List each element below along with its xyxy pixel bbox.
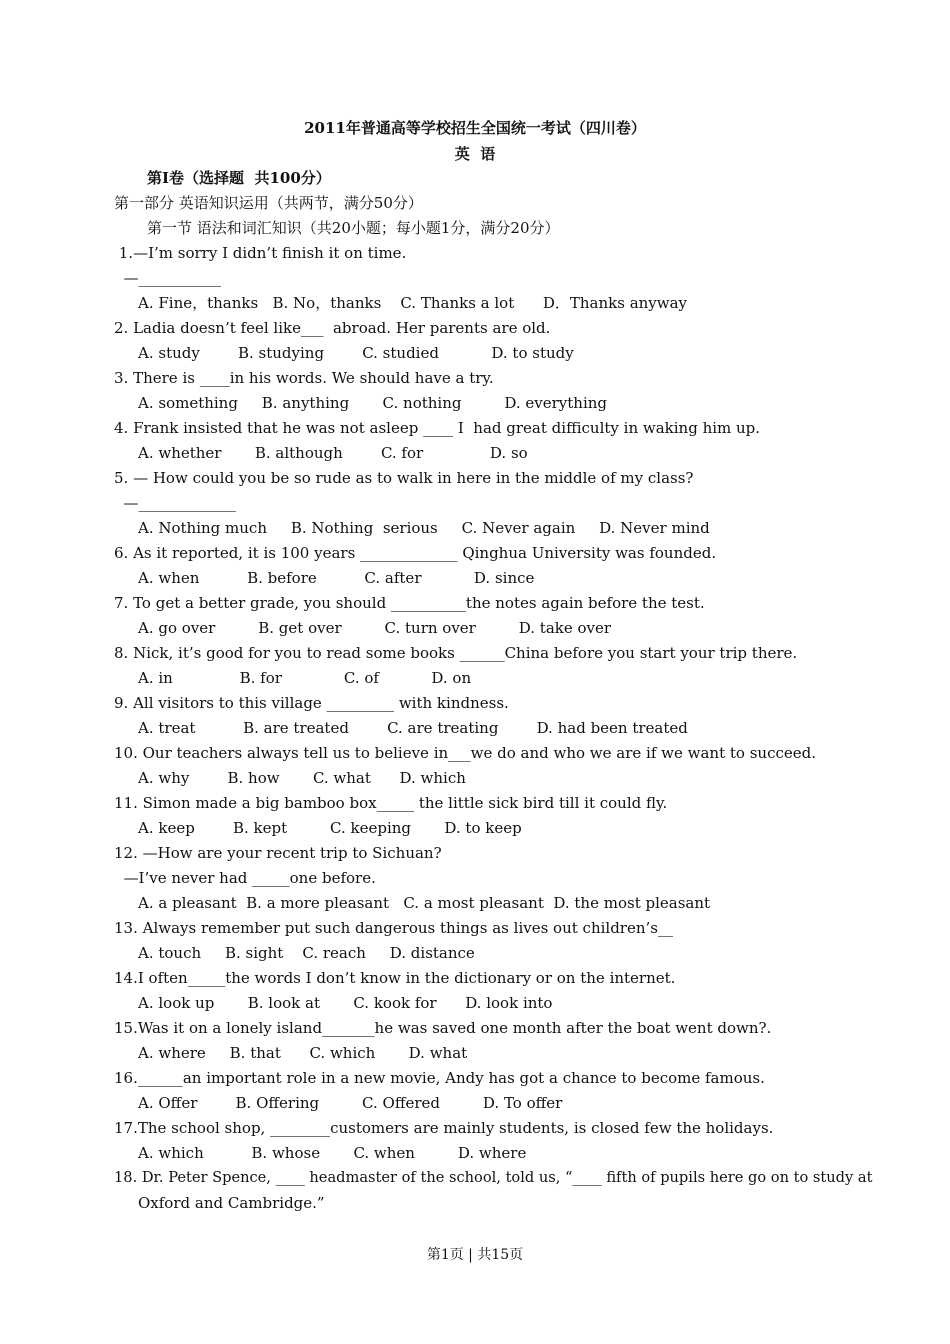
- options-line: A. touch B. sight C. reach D. distance: [138, 944, 475, 962]
- answer-blank-line: —I’ve never had _____one before.: [114, 869, 376, 887]
- page-footer: 第1页 | 共15页: [426, 1247, 524, 1263]
- question-line: 15.Was it on a lonely island_______he was saved one month after the boat went down?.: [114, 1019, 772, 1037]
- options-line: A. Nothing much B. Nothing serious C. Never again D. Never mind: [138, 519, 710, 537]
- options-line: A. look up B. look at C. kook for D. look into: [138, 994, 553, 1012]
- question-line: 16.______an important role in a new movie, Andy has got a chance to become famous.: [114, 1069, 765, 1087]
- options-line: A. Fine，thanks B. No，thanks C. Thanks a lot D．Thanks anyway: [138, 294, 688, 312]
- options-line: A. study B. studying C. studied D. to study: [138, 344, 574, 362]
- question-line: 11. Simon made a big bamboo box_____ the little sick bird till it could fly.: [114, 794, 668, 812]
- question-line: 10. Our teachers always tell us to believe in___we do and who we are if we want to succeed.: [114, 744, 817, 762]
- options-line: A. treat B. are treated C. are treating D. had been treated: [138, 719, 688, 737]
- options-line: A. which B. whose C. when D. where: [138, 1144, 527, 1162]
- exam-title: 2011年普通高等学校招生全国统一考试（四川卷）: [304, 119, 646, 137]
- options-line: A. Offer B. Offering C. Offered D. To offer: [138, 1094, 563, 1112]
- volume-heading: 第Ⅰ卷（选择题 共100分）: [147, 169, 331, 187]
- question-line: 18. Dr. Peter Spence, ____ headmaster of the school, told us, “____ fifth of pupils here go on to study at: [114, 1169, 873, 1186]
- question-line: 5. — How could you be so rude as to walk in here in the middle of my class?: [114, 469, 694, 487]
- options-line: A. go over B. get over C. turn over D. take over: [138, 619, 612, 637]
- options-line: A. why B. how C. what D. which: [138, 769, 466, 787]
- question-line: 17.The school shop, ________customers are mainly students, is closed few the holidays.: [114, 1119, 774, 1137]
- options-line: A. where B. that C. which D. what: [138, 1044, 468, 1062]
- options-line: A. a pleasant B. a more pleasant C. a most pleasant D. the most pleasant: [138, 894, 711, 912]
- answer-blank-line: —___________: [114, 269, 222, 287]
- options-line: A. whether B. although C. for D. so: [138, 444, 528, 462]
- subject-title: 英 语: [454, 145, 496, 163]
- answer-blank-line: —_____________: [114, 494, 237, 512]
- question-line: 12. —How are your recent trip to Sichuan?: [114, 844, 442, 862]
- question-line: 4. Frank insisted that he was not asleep ____ I had great difficulty in waking him up.: [114, 419, 761, 437]
- options-line: A. keep B. kept C. keeping D. to keep: [138, 819, 522, 837]
- question-line: 1.—I’m sorry I didn’t finish it on time.: [114, 244, 407, 262]
- question-line: 9. All visitors to this village _________ with kindness.: [114, 694, 509, 712]
- options-line: A. when B. before C. after D. since: [138, 569, 535, 587]
- part-one-heading: 第一部分 英语知识运用（共两节，满分50分）: [114, 194, 423, 212]
- section-one-heading: 第一节 语法和词汇知识（共20小题；每小题1分，满分20分）: [147, 219, 560, 237]
- question-line: 7. To get a better grade, you should __________the notes again before the test.: [114, 594, 705, 612]
- question-line: 8. Nick, it’s good for you to read some books ______China before you start your trip there.: [114, 644, 798, 662]
- question-line: 13. Always remember put such dangerous things as lives out children’s__: [114, 919, 673, 937]
- question-line: 2. Ladia doesn’t feel like___ abroad. Her parents are old.: [114, 319, 551, 337]
- question-line: 3. There is ____in his words. We should have a try.: [114, 369, 494, 387]
- options-line: A. something B. anything C. nothing D. everything: [138, 394, 608, 412]
- question-line: 14.I often_____the words I don’t know in the dictionary or on the internet.: [114, 969, 676, 987]
- options-line: A. in B. for C. of D. on: [138, 669, 472, 687]
- question-line: 6. As it reported, it is 100 years _____________ Qinghua University was founded.: [114, 544, 717, 562]
- question-continuation-line: Oxford and Cambridge.”: [138, 1194, 325, 1212]
